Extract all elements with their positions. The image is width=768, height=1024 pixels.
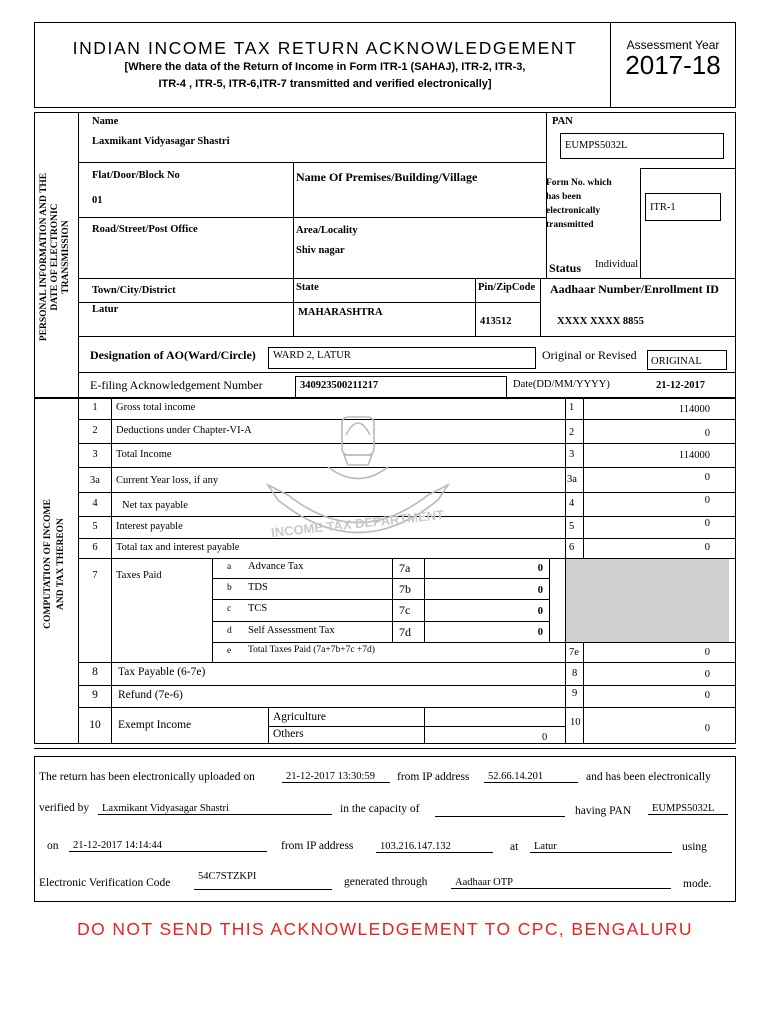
verifier-pan: EUMPS5032L xyxy=(648,803,728,815)
verification-text-3: and has been electronically xyxy=(586,771,711,783)
flat-label: Flat/Door/Block No xyxy=(92,170,180,181)
verification-text-11: Electronic Verification Code xyxy=(39,877,171,889)
verification-text-7: on xyxy=(47,840,59,852)
svg-text:INCOME TAX DEPARTMENT: INCOME TAX DEPARTMENT xyxy=(270,506,445,541)
capacity-field xyxy=(435,804,565,817)
original-revised-label: Original or Revised xyxy=(542,348,637,362)
upload-datetime: 21-12-2017 13:30:59 xyxy=(282,771,390,783)
do-not-send-notice: DO NOT SEND THIS ACKNOWLEDGEMENT TO CPC, BENGALURU xyxy=(77,919,693,939)
verifier-name: Laxmikant Vidyasagar Shastri xyxy=(98,803,332,815)
aadhaar-label: Aadhaar Number/Enrollment ID xyxy=(550,282,719,296)
page-subtitle-line2: ITR-4 , ITR-5, ITR-6,ITR-7 transmitted and verified electronically] xyxy=(158,78,492,90)
computation-side-label: COMPUTATION OF INCOME AND TAX THEREON xyxy=(43,499,66,629)
page-subtitle-line1: [Where the data of the Return of Income in Form ITR-1 (SAHAJ), ITR-2, ITR-3, xyxy=(124,61,526,73)
evc-code: 54C7STZKPI xyxy=(194,871,332,890)
verification-text-2: from IP address xyxy=(397,771,470,783)
name-value: Laxmikant Vidyasagar Shastri xyxy=(92,136,230,147)
state-value: MAHARASHTRA xyxy=(298,307,383,318)
pin-value: 413512 xyxy=(480,316,512,327)
verification-text-12: generated through xyxy=(344,876,428,888)
area-label: Area/Locality xyxy=(296,225,358,236)
verification-text-6: having PAN xyxy=(575,805,632,817)
pan-label: PAN xyxy=(552,116,573,127)
town-label: Town/City/District xyxy=(92,285,176,296)
name-label: Name xyxy=(92,116,119,127)
income-tax-department-emblem xyxy=(258,405,458,555)
verification-text-10: using xyxy=(682,841,707,853)
verify-datetime: 21-12-2017 14:14:44 xyxy=(69,840,267,852)
verification-text-8: from IP address xyxy=(281,840,354,852)
pan-value-box: EUMPS5032L xyxy=(560,133,724,159)
ao-label: Designation of AO(Ward/Circle) xyxy=(90,348,256,362)
form-no-value-box: ITR-1 xyxy=(645,193,721,221)
verify-place: Latur xyxy=(530,841,672,853)
road-label: Road/Street/Post Office xyxy=(92,224,198,235)
original-revised-value-box: ORIGINAL xyxy=(647,350,727,370)
upload-ip: 52.66.14.201 xyxy=(484,771,578,783)
verification-text-4: verified by xyxy=(39,802,90,814)
ack-number-value-box: 340923500211217 xyxy=(295,376,507,398)
flat-value: 01 xyxy=(92,195,103,206)
aadhaar-value: XXXX XXXX 8855 xyxy=(557,316,644,327)
evc-mode-value: Aadhaar OTP xyxy=(451,877,671,889)
personal-info-side-label: PERSONAL INFORMATION AND THE DATE OF ELECTRONIC TRANSMISSION xyxy=(39,172,71,342)
state-label: State xyxy=(296,282,319,293)
status-value: Individual xyxy=(595,259,639,270)
verification-text-13: mode. xyxy=(683,878,712,890)
page-title: INDIAN INCOME TAX RETURN ACKNOWLEDGEMENT xyxy=(72,38,578,58)
premises-label: Name Of Premises/Building/Village xyxy=(296,170,478,184)
area-value: Shiv nagar xyxy=(296,245,345,256)
date-value: 21-12-2017 xyxy=(656,380,705,391)
verification-text-1: The return has been electronically uploaded on xyxy=(39,771,255,783)
verification-text-9: at xyxy=(510,841,519,853)
assessment-year-label: Assessment Year xyxy=(626,38,720,52)
verification-text-5: in the capacity of xyxy=(340,803,420,815)
status-label: Status xyxy=(549,261,582,275)
shaded-block xyxy=(566,559,729,642)
verify-ip: 103.216.147.132 xyxy=(376,841,493,853)
date-label: Date(DD/MM/YYYY) xyxy=(513,379,610,390)
town-value: Latur xyxy=(92,304,119,315)
pin-label: Pin/ZipCode xyxy=(478,282,536,293)
ao-value-box: WARD 2, LATUR xyxy=(268,347,536,369)
form-no-label: Form No. which has been electronically transmitted xyxy=(546,178,612,230)
ack-number-label: E-filing Acknowledgement Number xyxy=(90,378,263,392)
assessment-year-value: 2017-18 xyxy=(625,50,721,80)
